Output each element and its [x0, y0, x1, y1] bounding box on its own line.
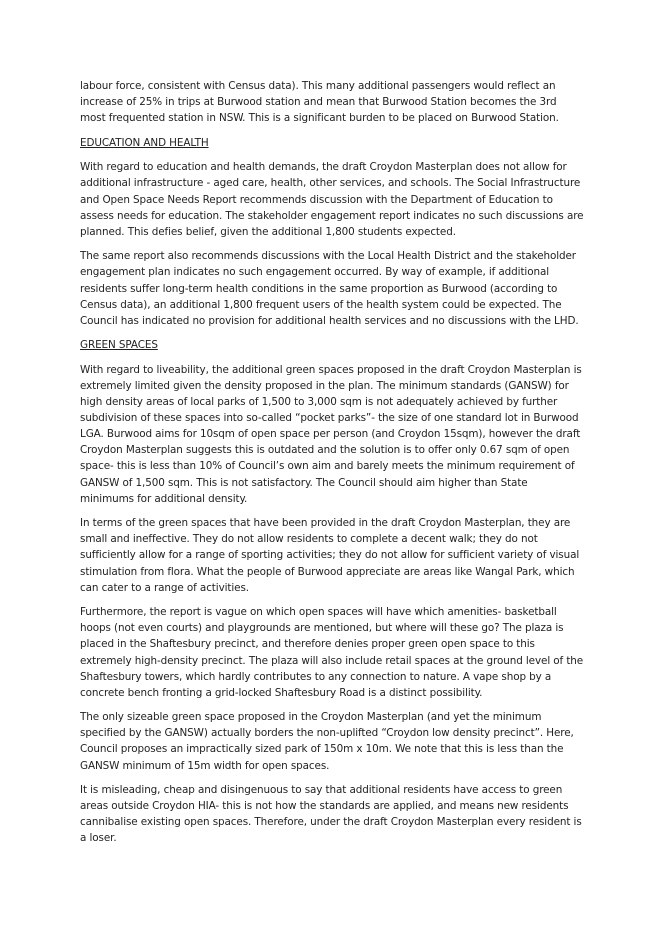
- document-page: [80, 78, 584, 855]
- paragraph-sizeable-green-space: The only sizeable green space proposed in the Croydon Masterplan (and yet the minimum specified by the GANSW) actually borders the non-uplifted “Croydon low density precinct”. Here, Council proposes an impractically sized park of 150m x 10m. We note that this is less than the GANSW minimum of 15m width for open spaces.: [80, 711, 574, 772]
- paragraph-health-district: The same report also recommends discussions with the Local Health District and the stakeholder engagement plan indicates no such engagement occurred. By way of example, if additional residents suffer long-term health conditions in the same proportion as Burwood (according to Census data), an additional 1,800 frequent users of the health system could be expected. The Council has indicated no provision for additional health services and no discussions with the LHD.: [80, 250, 579, 327]
- heading-green-spaces: GREEN SPACES: [80, 339, 158, 352]
- paragraph-amenities: Furthermore, the report is vague on which open spaces will have which amenities- basketball hoops (not even courts) and playgrounds are mentioned, but where will these go? The plaza is placed in the Shaftesbury precinct, and therefore denies proper green open space to this extremely high-density precinct. The plaza will also include retail spaces at the ground level of the Shaftesbury towers, which hardly contributes to any connection to nature. A vape shop by a concrete bench fronting a grid-locked Shaftesbury Road is a distinct possibility.: [80, 606, 584, 699]
- paragraph-education-demands: With regard to education and health demands, the draft Croydon Masterplan does not allow for additional infrastructure - aged care, health, other services, and schools. The Social Infrastructure and Open Space Needs Report recommends discussion with the Department of Education to assess needs for education. The stakeholder engagement report indicates no such discussions are planned. This defies belief, given the additional 1,800 students expected.: [80, 161, 584, 238]
- paragraph-green-spaces-provided: In terms of the green spaces that have been provided in the draft Croydon Masterplan, they are small and ineffective. They do not allow residents to complete a decent walk; they do not sufficiently allow for a range of sporting activities; they do not allow for sufficient variety of visual stimulation from flora. What the people of Burwood appreciate are areas like Wangal Park, which can cater to a range of activities.: [80, 517, 580, 594]
- paragraph-misleading-claim: It is misleading, cheap and disingenuous to say that additional residents have access to green areas outside Croydon HIA- this is not how the standards are applied, and means new residents cannibalise existing open spaces. Therefore, under the draft Croydon Masterplan every resident is a loser.: [80, 784, 582, 845]
- paragraph-liveability: With regard to liveability, the additional green spaces proposed in the draft Croydon Masterplan is extremely limited given the density proposed in the plan. The minimum standards (GANSW) for high density areas of local parks of 1,500 to 3,000 sqm is not adequately achieved by further subdivision of these spaces into so-called “pocket parks”- the size of one standard lot in Burwood LGA. Burwood aims for 10sqm of open space per person (and Croydon 15sqm), however the draft Croydon Masterplan suggests this is outdated and the solution is to offer only 0.67 sqm of open space- this is less than 10% of Council’s own aim and barely meets the minimum requirement of GANSW of 1,500 sqm. This is not satisfactory. The Council should aim higher than State minimums for additional density.: [80, 363, 582, 505]
- heading-education-and-health: EDUCATION AND HEALTH: [80, 136, 209, 149]
- paragraph-burwood-station: labour force, consistent with Census data). This many additional passengers would reflect an increase of 25% in trips at Burwood station and mean that Burwood Station becomes the 3rd most frequented station in NSW. This is a significant burden to be placed on Burwood Station.: [80, 80, 559, 125]
